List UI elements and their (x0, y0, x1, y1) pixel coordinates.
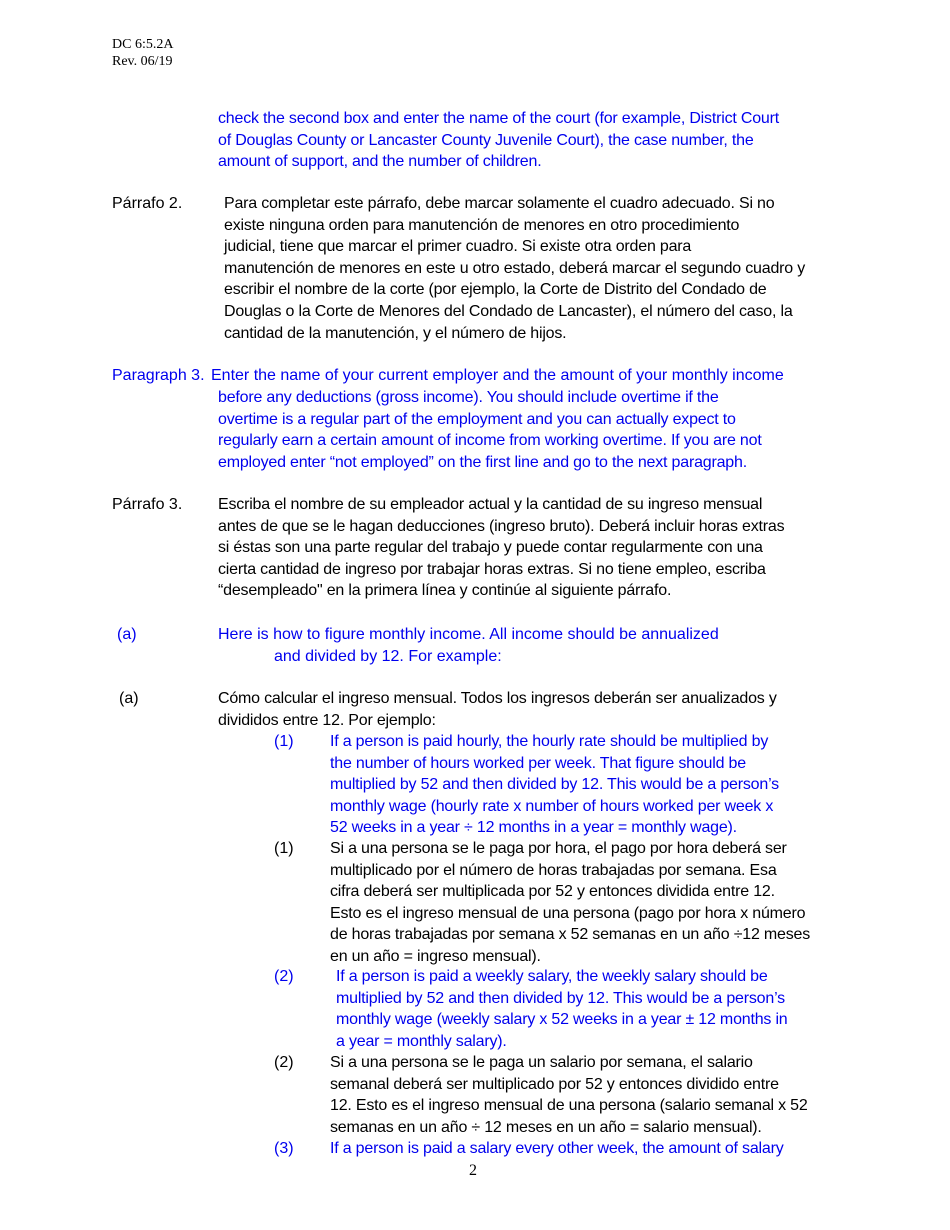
text-line: employed enter “not employed” on the first line and go to the next paragraph. (218, 453, 747, 471)
text-line: “desempleado" en la primera línea y continúe al siguiente párrafo. (218, 582, 672, 600)
text-line: en un año = ingreso mensual). (330, 947, 541, 965)
text-line: Si a una persona se le paga por hora, el pago por hora deberá ser (330, 840, 787, 857)
item-2-spanish-text (330, 1052, 808, 1138)
text-line: a year = monthly salary). (336, 1032, 507, 1050)
text-line: de horas trabajadas por semana x 52 semanas en un año ÷12 meses (330, 926, 811, 944)
item-2-english-label: (2) (274, 968, 294, 985)
text-line: 52 weeks in a year ÷ 12 months in a year = monthly wage). (330, 819, 737, 837)
text-line: Douglas o la Corte de Menores del Condado de Lancaster), el número del caso, la (224, 302, 793, 320)
text-line: Para completar este párrafo, debe marcar solamente el cuadro adecuado. Si no (224, 195, 775, 212)
item-2-english-text (336, 966, 788, 1052)
text-line: amount of support, and the number of children. (218, 153, 542, 171)
paragraph-2-spanish-label: Párrafo 2. (112, 195, 183, 212)
item-1-english-text (330, 731, 779, 839)
form-header (112, 36, 173, 70)
item-1-spanish-label: (1) (274, 840, 294, 857)
page-number: 2 (469, 1162, 477, 1179)
text-line: manutención de menores en este u otro estado, deberá marcar el segundo cuadro y (224, 259, 806, 277)
text-line: judicial, tiene que marcar el primer cuadro. Si existe otra orden para (224, 238, 692, 256)
text-line: antes de que se le hagan deducciones (ingreso bruto). Deberá incluir horas extras (218, 517, 785, 535)
text-line: Si a una persona se le paga un salario por semana, el salario (330, 1054, 753, 1071)
text-line: If a person is paid a salary every other week, the amount of salary (330, 1140, 784, 1157)
item-1-spanish-text (330, 838, 810, 968)
item-a-spanish-text (218, 688, 777, 731)
item-a-english-second-line: and divided by 12. For example: (274, 648, 502, 665)
item-3-english-label: (3) (274, 1140, 294, 1157)
text-line: 12. Esto es el ingreso mensual de una persona (salario semanal x 52 (330, 1097, 808, 1115)
paragraph-3-english-text (218, 387, 762, 473)
text-line: the number of hours worked per week. That figure should be (330, 754, 746, 772)
text-line: si éstas son una parte regular del trabajo y puede contar regularmente con una (218, 539, 763, 557)
item-1-english-label: (1) (274, 733, 294, 750)
text-line: Cómo calcular el ingreso mensual. Todos los ingresos deberán ser anualizados y (218, 690, 777, 707)
text-line: cantidad de la manutención, y el número de hijos. (224, 324, 567, 342)
text-line: existe ninguna orden para manutención de menores en otro procedimiento (224, 216, 740, 234)
text-line: before any deductions (gross income). You should include overtime if the (218, 389, 719, 406)
text-line: multiplied by 52 and then divided by 12. This would be a person’s (336, 989, 785, 1007)
text-line: semanal deberá ser multiplicado por 52 y entonces dividido entre (330, 1075, 779, 1093)
text-line: Esto es el ingreso mensual de una persona (pago por hora x número (330, 904, 806, 922)
item-3-english-text (330, 1138, 784, 1160)
item-a-english-first-line: Here is how to figure monthly income. All income should be annualized (218, 626, 719, 643)
paragraph-2-spanish-text (224, 193, 805, 344)
text-line: check the second box and enter the name of the court (for example, District Court (218, 110, 779, 127)
text-line: monthly wage (hourly rate x number of hours worked per week x (330, 797, 774, 815)
text-line: monthly wage (weekly salary x 52 weeks in a year ± 12 months in (336, 1011, 788, 1029)
item-a-english-label: (a) (117, 626, 137, 643)
text-line: If a person is paid a weekly salary, the weekly salary should be (336, 968, 768, 985)
revision-date: Rev. 06/19 (112, 54, 173, 69)
text-line: Escriba el nombre de su empleador actual y la cantidad de su ingreso mensual (218, 496, 763, 513)
item-a-spanish-label: (a) (119, 690, 139, 707)
text-line: multiplied by 52 and then divided by 12. This would be a person’s (330, 776, 779, 794)
paragraph-3-english-label: Paragraph 3. (112, 367, 205, 384)
text-line: semanas en un año ÷ 12 meses en un año = salario mensual). (330, 1118, 762, 1136)
item-2-spanish-label: (2) (274, 1054, 294, 1071)
text-line: cifra deberá ser multiplicada por 52 y entonces dividida entre 12. (330, 883, 775, 901)
text-line: multiplicado por el número de horas trabajadas por semana. Esa (330, 861, 777, 879)
paragraph-3-spanish-text (218, 494, 784, 602)
paragraph-3-spanish-label: Párrafo 3. (112, 496, 183, 513)
text-line: regularly earn a certain amount of income from working overtime. If you are not (218, 432, 762, 450)
text-line: overtime is a regular part of the employment and you can actually expect to (218, 410, 736, 428)
text-line: If a person is paid hourly, the hourly rate should be multiplied by (330, 733, 769, 750)
text-line: cierta cantidad de ingreso por trabajar horas extras. Si no tiene empleo, escriba (218, 560, 766, 578)
form-number: DC 6:5.2A (112, 37, 174, 52)
paragraph-2-english-continuation (218, 108, 779, 173)
text-line: escribir el nombre de la corte (por ejemplo, la Corte de Distrito del Condado de (224, 281, 767, 299)
text-line: of Douglas County or Lancaster County Juvenile Court), the case number, the (218, 131, 754, 149)
paragraph-3-english-first-line: Enter the name of your current employer and the amount of your monthly income (211, 367, 784, 384)
text-line: divididos entre 12. Por ejemplo: (218, 711, 436, 729)
